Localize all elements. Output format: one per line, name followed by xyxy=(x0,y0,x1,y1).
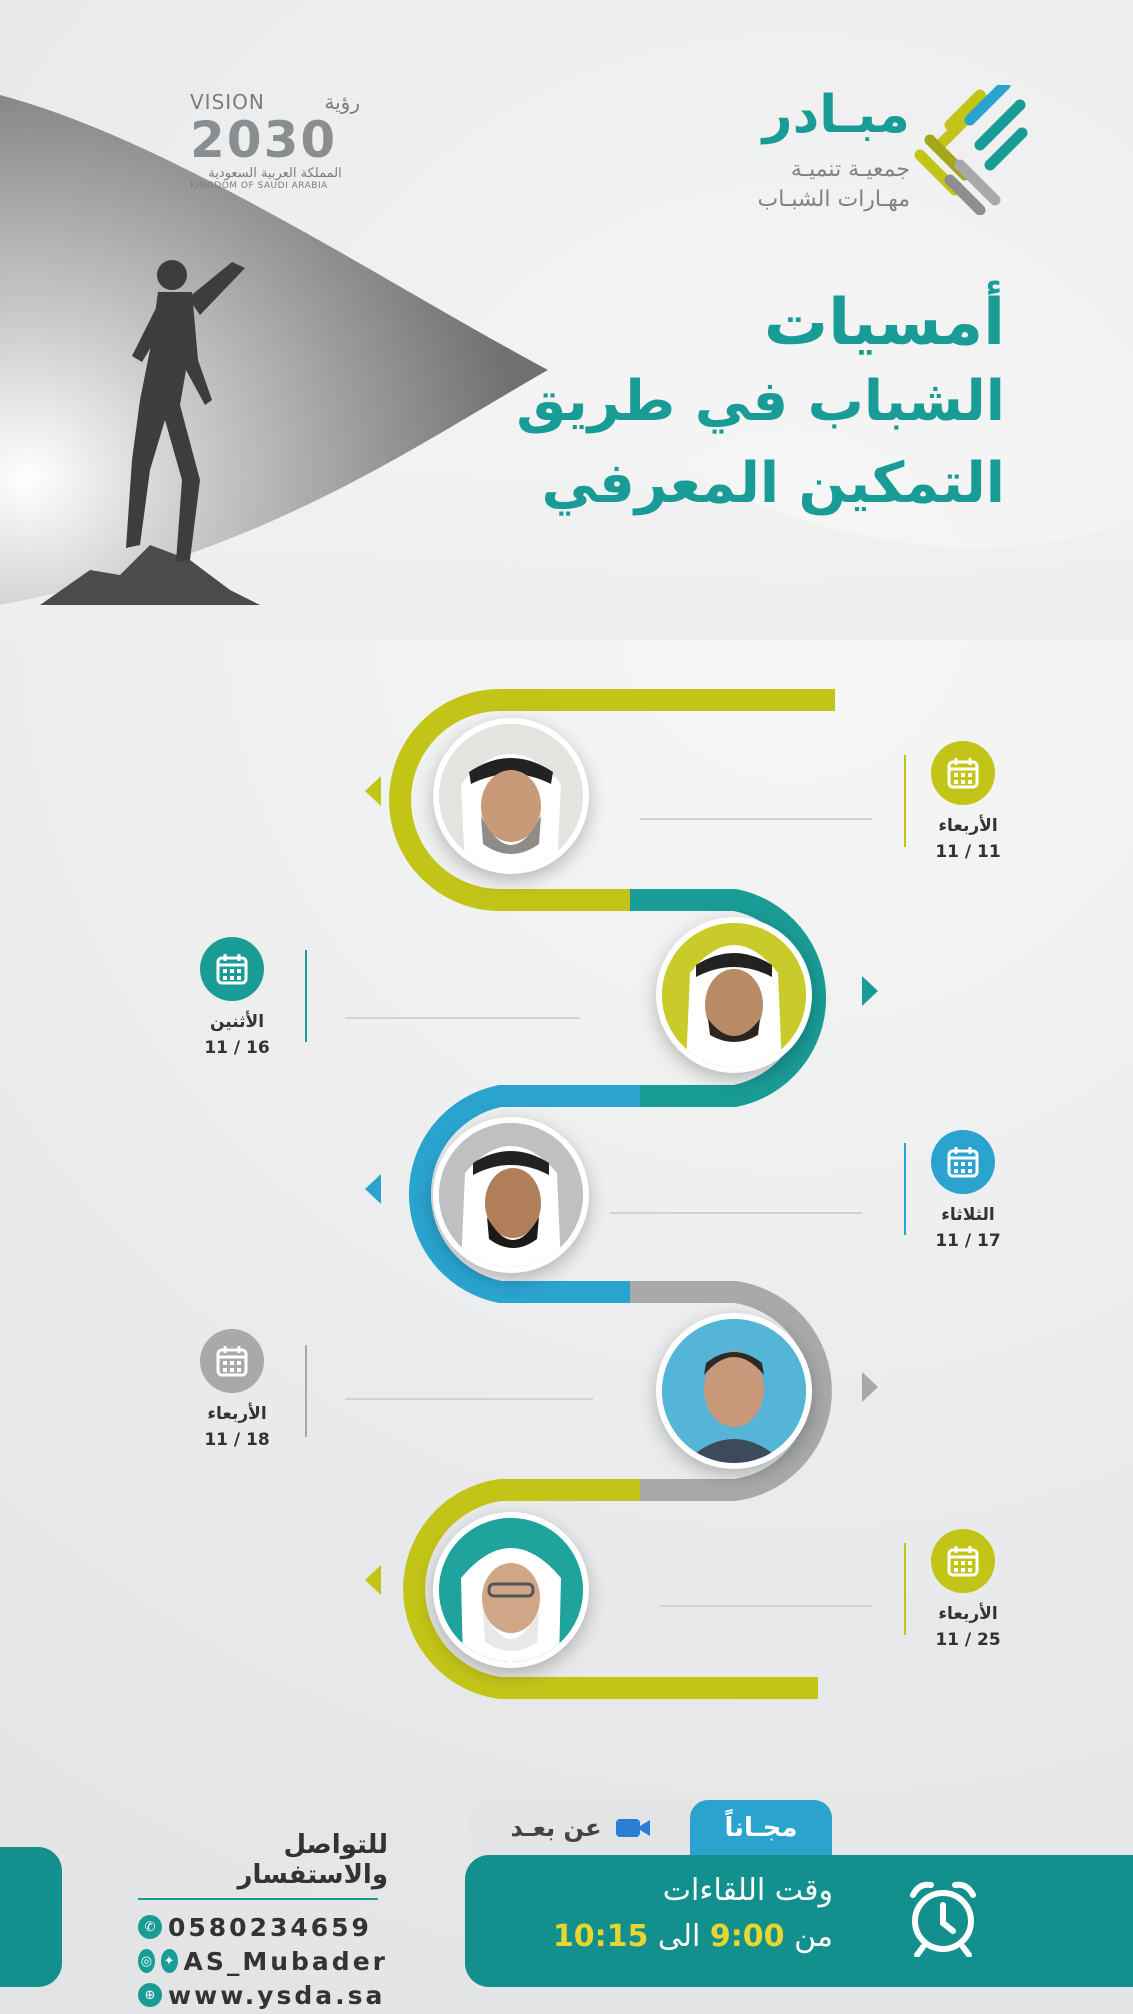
title-line3: التمكين المعرفي xyxy=(541,451,1005,516)
person-avatar-icon xyxy=(439,1518,583,1662)
contact-phone-row[interactable] xyxy=(138,1910,388,1944)
hero xyxy=(0,0,1133,640)
arrow-icon xyxy=(862,976,878,1006)
org-logo xyxy=(710,85,1030,225)
contact-social-row[interactable] xyxy=(138,1944,388,1978)
calendar-icon xyxy=(200,937,264,1001)
calendar-icon xyxy=(931,1529,995,1593)
arrow-icon xyxy=(365,776,381,806)
vision-word-ar: رؤية xyxy=(324,90,360,114)
divider xyxy=(345,1017,580,1019)
arrow-icon xyxy=(365,1174,381,1204)
contact-phone[interactable]: 0580234659 xyxy=(168,1912,372,1942)
contact-social[interactable]: AS_Mubader xyxy=(183,1946,388,1976)
title-line1: أمسيات xyxy=(763,286,1005,360)
speaker-photo-5 xyxy=(433,1512,589,1668)
calendar-icon xyxy=(931,741,995,805)
title-line2: الشباب في طريق xyxy=(516,369,1005,434)
mubader-logo-icon xyxy=(910,85,1030,215)
vision-country-en: KINGDOM OF SAUDI ARABIA xyxy=(190,181,328,191)
contact-website-row[interactable] xyxy=(138,1978,388,2012)
speaker-photo-2 xyxy=(656,917,812,1073)
poster-title xyxy=(516,285,1005,525)
contact-heading: للتواصل والاستفسار xyxy=(237,1830,388,1890)
org-line1: جمعيـة تنميـة xyxy=(790,157,910,182)
session-date: 11 / 25 xyxy=(935,1630,1001,1650)
globe-icon: ⊕ xyxy=(138,1983,162,2007)
calendar-icon xyxy=(931,1130,995,1194)
person-avatar-icon xyxy=(439,724,583,868)
session-date: 11 / 17 xyxy=(935,1231,1001,1251)
vision-2030-logo xyxy=(190,90,360,191)
remote-label: عن بعـد xyxy=(510,1814,602,1842)
org-line2: مهـارات الشبـاب xyxy=(757,187,910,212)
divider xyxy=(904,755,906,847)
remote-badge xyxy=(470,1800,692,1856)
session-day: الأربعاء xyxy=(938,816,998,836)
vision-country-ar: المملكة العربية السعودية xyxy=(208,166,342,181)
person-avatar-icon xyxy=(662,1319,806,1463)
session-date: 11 / 11 xyxy=(935,842,1001,862)
alarm-clock-icon xyxy=(903,1877,983,1957)
divider xyxy=(904,1143,906,1235)
divider xyxy=(640,818,872,820)
calendar-icon xyxy=(200,1329,264,1393)
session-date: 11 / 18 xyxy=(204,1430,270,1450)
speaker-photo-1 xyxy=(433,718,589,874)
session-date: 11 / 16 xyxy=(204,1038,270,1058)
contact-block xyxy=(138,1830,388,2012)
free-badge: مجـاناً xyxy=(690,1800,832,1856)
twitter-icon: ✦ xyxy=(161,1949,178,1973)
video-camera-icon xyxy=(615,1816,651,1840)
divider xyxy=(660,1605,872,1607)
person-avatar-icon xyxy=(662,923,806,1067)
session-day: الأثنين xyxy=(209,1012,265,1032)
time-label: وقت اللقاءات xyxy=(662,1873,833,1908)
contact-website[interactable]: www.ysda.sa xyxy=(168,1980,386,2010)
vision-year: 2030 xyxy=(190,111,338,169)
person-avatar-icon xyxy=(439,1123,583,1267)
divider xyxy=(610,1212,862,1214)
whatsapp-icon: ✆ xyxy=(138,1915,162,1939)
session-day: الأربعاء xyxy=(938,1604,998,1624)
divider xyxy=(904,1543,906,1635)
divider xyxy=(305,950,307,1042)
session-day: الأربعاء xyxy=(207,1404,267,1424)
divider xyxy=(345,1398,593,1400)
arrow-icon xyxy=(365,1565,381,1595)
meeting-time-box xyxy=(465,1855,1133,1987)
divider xyxy=(138,1898,378,1900)
divider xyxy=(305,1345,307,1437)
footer-accent xyxy=(0,1847,62,1987)
instagram-icon: ◎ xyxy=(138,1949,155,1973)
speaker-photo-3 xyxy=(433,1117,589,1273)
arrow-icon xyxy=(862,1372,878,1402)
session-day: الثلاثاء xyxy=(941,1205,995,1225)
speaker-photo-4 xyxy=(656,1313,812,1469)
time-range: من 9:00 الى 10:15 xyxy=(552,1919,833,1954)
org-name: مبـادر xyxy=(762,85,910,145)
vision-word-en: VISION xyxy=(190,90,265,114)
